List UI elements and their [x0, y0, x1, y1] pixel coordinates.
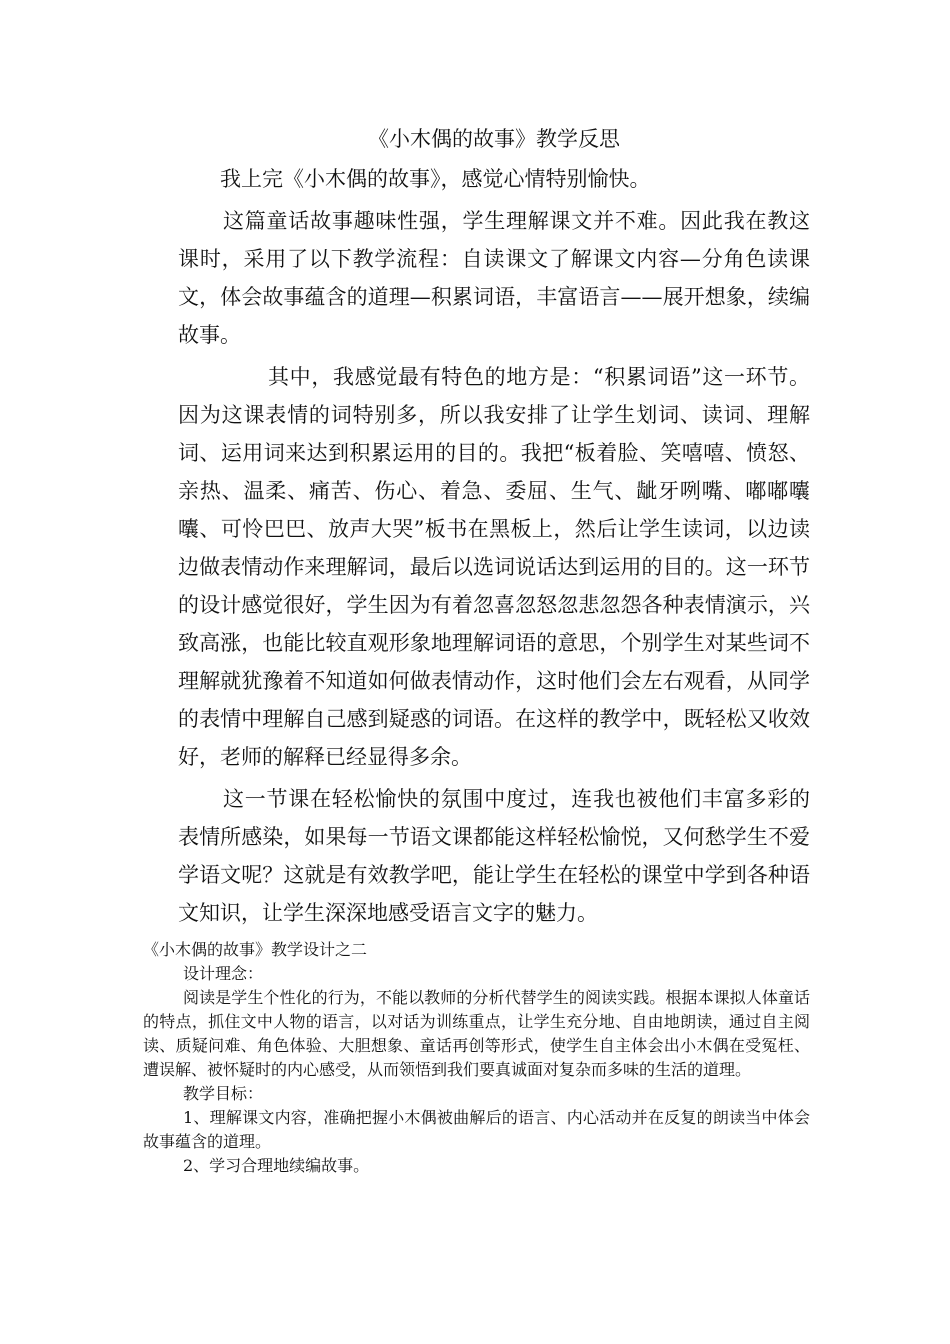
concept-heading: 设计理念：	[183, 964, 264, 983]
goal-item: 1、理解课文内容，准确把握小木偶被曲解后的语言、内心活动并在反复的朗读当中体会故事蕴含的道理。	[143, 1108, 810, 1151]
reflection-section	[178, 120, 810, 932]
design-title: 《小木偶的故事》教学设计之二	[143, 940, 368, 959]
concept-text: 阅读是学生个性化的行为，不能以教师的分析代替学生的阅读实践。根据本课拟人体童话的特点，抓住文中人物的语言，以对话为训练重点，让学生充分地、自由地朗读，通过自主阅读、质疑问难、角色体验、大胆想象、童话再创等形式，使学生自主体会出小木偶在受冤枉、遭误解、被怀疑时的内心感受，从而领悟到我们要真诚面对复杂而多味的生活的道理。	[143, 988, 810, 1079]
reflection-paragraph: 这一节课在轻松愉快的氛围中度过，连我也被他们丰富多彩的表情所感染，如果每一节语文课都能这样轻松愉悦，又何愁学生不爱学语文呢？这就是有效教学吧，能让学生在轻松的课堂中学到各种语文知识，让学生深深地感受语言文字的魅力。	[178, 787, 810, 925]
reflection-title: 《小木偶的故事》教学反思	[368, 127, 620, 151]
reflection-paragraph: 其中，我感觉最有特色的地方是：“积累词语”这一环节。因为这课表情的词特别多，所以我安排了让学生划词、读词、理解词、运用词来达到积累运用的目的。我把“板着脸、笑嘻嘻、愤怒、亲热、温柔、痛苦、伤心、着急、委屈、生气、龇牙咧嘴、嘟嘟囔囔、可怜巴巴、放声大哭”板书在黑板上，然后让学生读词，以边读边做表情动作来理解词，最后以选词说话达到运用的目的。这一环节的设计感觉很好，学生因为有着忽喜忽怒忽悲忽怨各种表情演示，兴致高涨，也能比较直观形象地理解词语的意思，个别学生对某些词不理解就犹豫着不知道如何做表情动作，这时他们会左右观看，从同学的表情中理解自己感到疑惑的词语。在这样的教学中，既轻松又收效好，老师的解释已经显得多余。	[178, 365, 810, 769]
reflection-paragraph: 我上完《小木偶的故事》，感觉心情特别愉快。	[220, 167, 651, 191]
reflection-paragraph: 这篇童话故事趣味性强，学生理解课文并不难。因此我在教这课时，采用了以下教学流程：自读课文了解课文内容—分角色读课文，体会故事蕴含的道理—积累词语，丰富语言——展开想象，续编故事。	[178, 209, 810, 347]
design-section	[143, 938, 810, 1178]
goal-item: 2、学习合理地续编故事。	[183, 1156, 370, 1175]
goals-heading: 教学目标：	[183, 1084, 264, 1103]
